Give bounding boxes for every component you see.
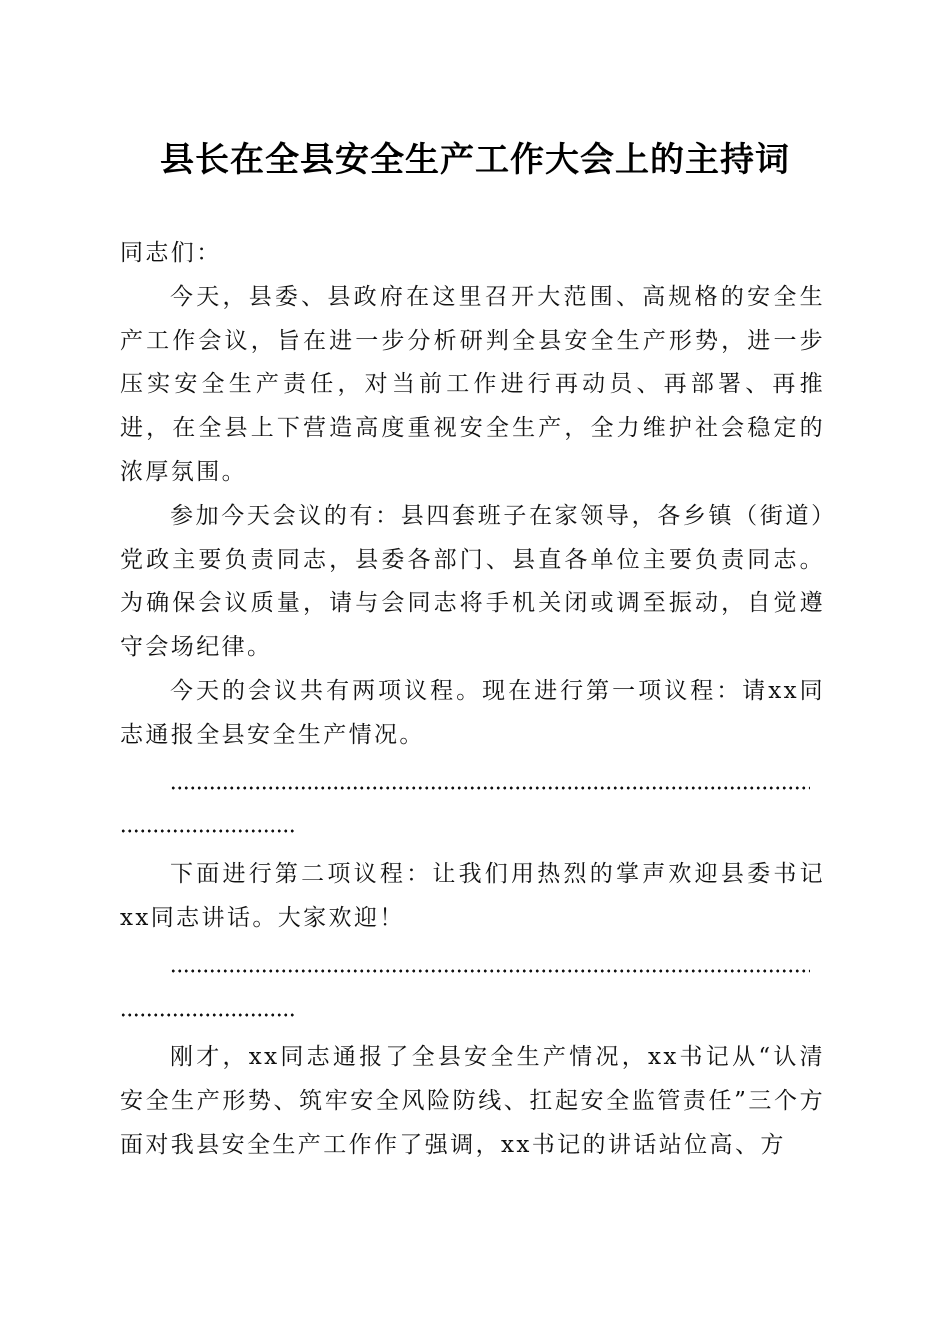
ellipsis-divider — [120, 985, 296, 1029]
paragraph-attendees: 参加今天会议的有：县四套班子在家领导，各乡镇（街道）党政主要负责同志，县委各部门、县直各单位主要负责同志。为确保会议质量，请与会同志将手机关闭或调至振动，自觉遵守会场纪律。 — [120, 502, 825, 661]
ellipsis-divider — [120, 941, 810, 985]
paragraph-opening: 今天，县委、县政府在这里召开大范围、高规格的安全生产工作会议，旨在进一步分析研判全县安全生产形势，进一步压实安全生产责任，对当前工作进行再动员、再部署、再推进，在全县上下营造高度重视安全生产，全力维护社会稳定的浓厚氛围。 — [120, 283, 825, 485]
document-body — [120, 232, 825, 1168]
paragraph-agenda-one: 今天的会议共有两项议程。现在进行第一项议程：请xx同志通报全县安全生产情况。 — [120, 677, 825, 748]
ellipsis-divider — [120, 801, 296, 845]
ellipsis-divider — [120, 758, 810, 802]
salutation: 同志们： — [120, 240, 222, 266]
paragraph-summary: 刚才，xx同志通报了全县安全生产情况，xx书记从“认清安全生产形势、筑牢安全风险防线、扛起安全监管责任”三个方面对我县安全生产工作作了强调，xx书记的讲话站位高、方 — [120, 1044, 825, 1158]
document-title: 县长在全县安全生产工作大会上的主持词 — [160, 140, 790, 180]
paragraph-agenda-two: 下面进行第二项议程：让我们用热烈的掌声欢迎县委书记xx同志讲话。大家欢迎！ — [120, 861, 825, 931]
